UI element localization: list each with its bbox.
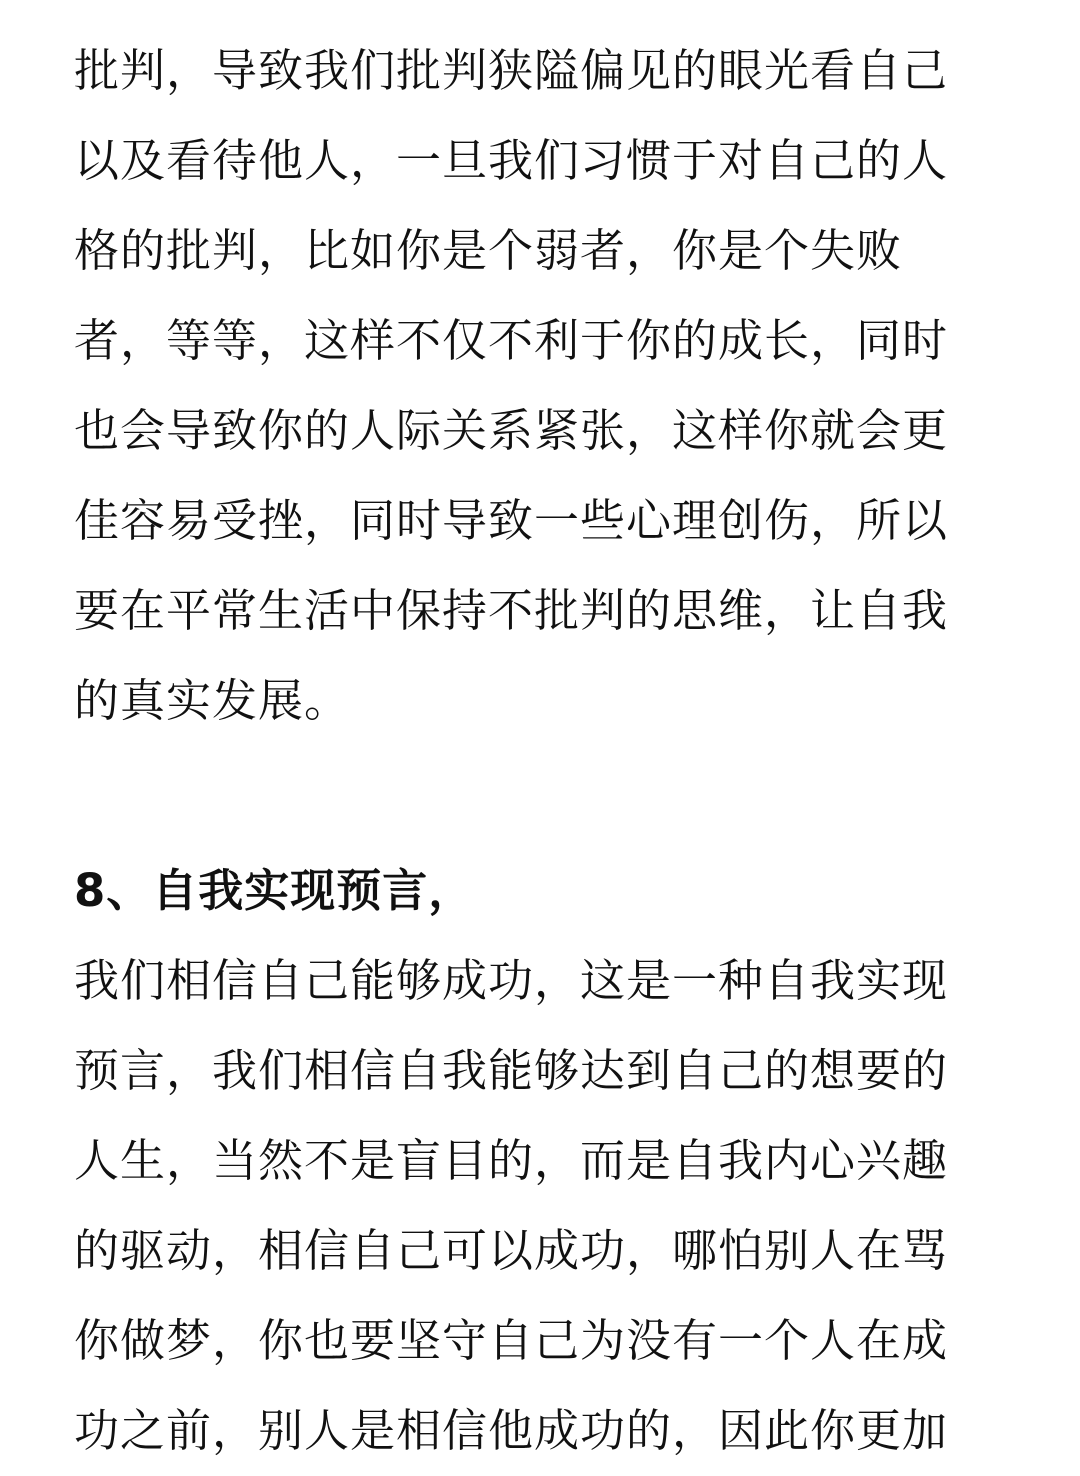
text-line: 你做梦，你也要坚守自己为没有一个人在成 (74, 1314, 949, 1367)
section-heading: 8、自我实现预言， (74, 864, 475, 917)
text-line: 的驱动，相信自己可以成功，哪怕别人在骂 (74, 1224, 949, 1277)
text-line: 以及看待他人，一旦我们习惯于对自己的人 (74, 134, 949, 187)
text-line: 佳容易受挫，同时导致一些心理创伤，所以 (74, 494, 949, 547)
text-line: 批判，导致我们批判狭隘偏见的眼光看自己 (74, 44, 949, 97)
text-line: 也会导致你的人际关系紧张，这样你就会更 (74, 404, 949, 457)
paragraph-1 (74, 26, 1006, 746)
section-8 (74, 846, 1006, 1476)
text-line: 我们相信自己能够成功，这是一种自我实现 (74, 954, 949, 1007)
text-line: 功之前，别人是相信他成功的，因此你更加 (74, 1404, 949, 1457)
text-line: 要在平常生活中保持不批判的思维，让自我 (74, 584, 949, 637)
text-line: 的真实发展。 (74, 674, 351, 727)
article-body (74, 26, 1006, 1476)
text-line: 者，等等，这样不仅不利于你的成长，同时 (74, 314, 949, 367)
paragraph-spacer (74, 746, 1006, 846)
text-line: 格的批判，比如你是个弱者，你是个失败 (74, 224, 903, 277)
text-line: 人生，当然不是盲目的，而是自我内心兴趣 (74, 1134, 949, 1187)
text-line: 预言，我们相信自我能够达到自己的想要的 (74, 1044, 949, 1097)
